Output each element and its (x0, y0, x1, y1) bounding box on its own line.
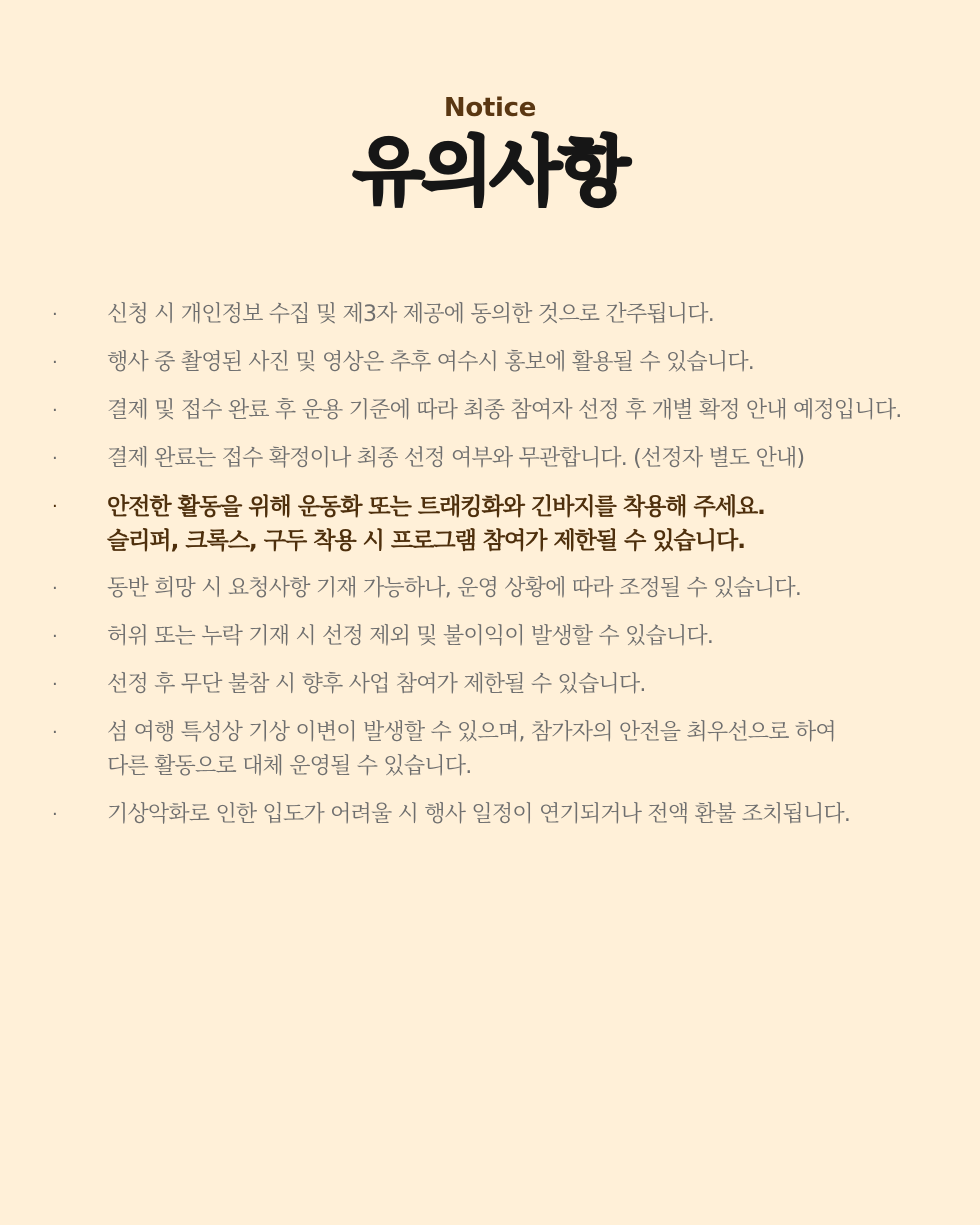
notice-text: 다른 활동으로 대체 운영될 수 있습니다. (107, 754, 472, 779)
notice-text: 슬리퍼, 크록스, 구두 착용 시 프로그램 참여가 제한될 수 있습니다. (107, 528, 745, 554)
bullet-dot-icon: · (52, 352, 58, 373)
notice-item (0, 346, 980, 380)
bullet-dot-icon: · (52, 400, 58, 421)
notice-text: 행사 중 촬영된 사진 및 영상은 추후 여수시 홍보에 활용될 수 있습니다. (107, 350, 754, 375)
bullet-dot-icon: · (52, 674, 58, 695)
notice-text: 결제 및 접수 완료 후 운용 기준에 따라 최종 참여자 선정 후 개별 확정 안내 예정입니다. (107, 398, 902, 423)
bullet-dot-icon: · (52, 304, 58, 325)
bullet-dot-icon: · (52, 626, 58, 647)
bullet-dot-icon: · (52, 578, 58, 599)
notice-text: 허위 또는 누락 기재 시 선정 제외 및 불이익이 발생할 수 있습니다. (107, 624, 714, 649)
notice-eyebrow: Notice (443, 93, 537, 123)
bullet-dot-icon: · (52, 448, 58, 469)
notice-text: 선정 후 무단 불참 시 향후 사업 참여가 제한될 수 있습니다. (107, 672, 646, 697)
notice-item (0, 298, 980, 332)
bullet-dot-icon: · (52, 722, 58, 743)
notice-item (0, 442, 980, 476)
notice-text: 결제 완료는 접수 확정이나 최종 선정 여부와 무관합니다. (선정자 별도 안내) (107, 446, 805, 471)
notice-item (0, 716, 980, 784)
notice-item (0, 798, 980, 832)
notice-list (0, 298, 980, 846)
notice-item (0, 572, 980, 606)
notice-item-emphasis (0, 490, 980, 558)
notice-header (0, 92, 980, 214)
notice-item (0, 394, 980, 428)
page-title: 유의사항 (353, 129, 627, 215)
notice-text: 신청 시 개인정보 수집 및 제3자 제공에 동의한 것으로 간주됩니다. (107, 302, 714, 327)
notice-item (0, 668, 980, 702)
notice-text: 안전한 활동을 위해 운동화 또는 트래킹화와 긴바지를 착용해 주세요. (107, 494, 765, 520)
notice-text: 동반 희망 시 요청사항 기재 가능하나, 운영 상황에 따라 조정될 수 있습니다. (107, 576, 802, 601)
notice-text: 섬 여행 특성상 기상 이변이 발생할 수 있으며, 참가자의 안전을 최우선으로 하여 (107, 720, 836, 745)
bullet-dot-icon: · (52, 804, 58, 825)
notice-text: 기상악화로 인한 입도가 어려울 시 행사 일정이 연기되거나 전액 환불 조치됩니다. (107, 802, 851, 827)
bullet-dot-icon: · (52, 496, 58, 517)
notice-item (0, 620, 980, 654)
